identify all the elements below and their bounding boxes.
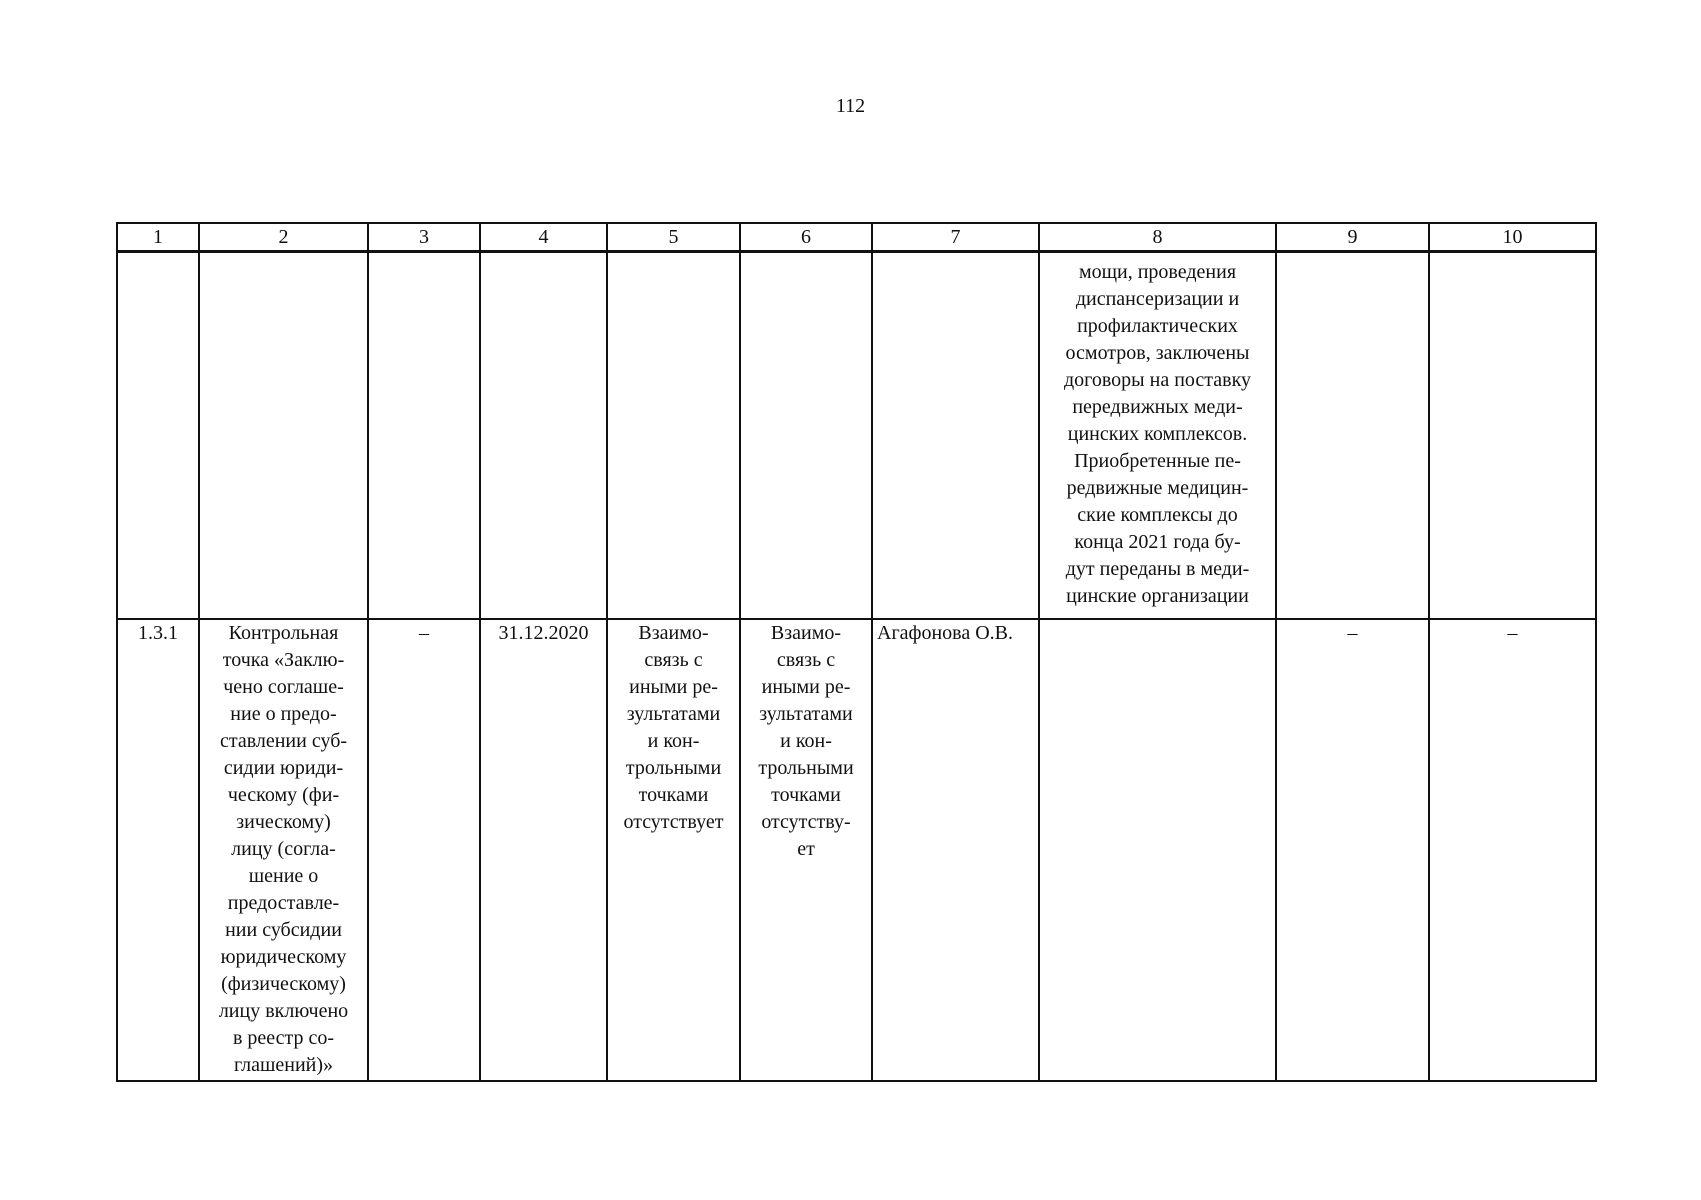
cell-result-continuation <box>1039 252 1276 620</box>
cell-empty <box>740 252 872 620</box>
cell-item-number: 1.3.1 <box>117 619 199 1081</box>
column-header-1: 1 <box>117 223 199 252</box>
cell-empty <box>480 252 607 620</box>
cell-col8 <box>1039 619 1276 1081</box>
table-row <box>117 252 1596 620</box>
column-header-6: 6 <box>740 223 872 252</box>
cell-col10: – <box>1429 619 1596 1081</box>
column-header-2: 2 <box>199 223 368 252</box>
cell-date: 31.12.2020 <box>480 619 607 1081</box>
column-header-10: 10 <box>1429 223 1596 252</box>
column-header-5: 5 <box>607 223 740 252</box>
cell-col6 <box>740 619 872 1081</box>
result-continuation-text: мощи, проведения диспансеризации и профилактических осмотров, заключены договоры на поставку передвижных меди- цинских комплексов. Приобретенные пе- редвижные медицин- ские комплексы до конца 2021 года бу- дут переданы в меди- цинские организации <box>1063 261 1252 607</box>
cell-empty <box>117 252 199 620</box>
column-header-4: 4 <box>480 223 607 252</box>
col5-text: Взаимо- связь с иными ре- зультатами и кон- трольными точками отсутствует <box>623 622 724 833</box>
cell-col3: – <box>368 619 480 1081</box>
page-number: 112 <box>835 95 866 117</box>
cell-col9: – <box>1276 619 1429 1081</box>
cell-empty <box>1429 252 1596 620</box>
cell-item-name <box>199 619 368 1081</box>
cell-empty <box>607 252 740 620</box>
table-row <box>117 619 1596 1081</box>
column-header-9: 9 <box>1276 223 1429 252</box>
column-header-7: 7 <box>872 223 1039 252</box>
plan-table <box>116 222 1597 1082</box>
item-name-text: Контрольная точка «Заклю- чено соглаше- ние о предо- ставлении суб- сидии юриди- ческому (фи- зическому) лицу (согла- шение о предоставле- нии субсидии юридическому (физическому) лицу включено в реестр со- глашений)» <box>218 622 349 1076</box>
cell-empty <box>199 252 368 620</box>
cell-empty <box>1276 252 1429 620</box>
cell-empty <box>872 252 1039 620</box>
col6-text: Взаимо- связь с иными ре- зультатами и кон- трольными точками отсутству- ет <box>758 622 854 860</box>
column-header-8: 8 <box>1039 223 1276 252</box>
cell-responsible: Агафонова О.В. <box>872 619 1039 1081</box>
column-number-row <box>117 223 1596 252</box>
cell-col5 <box>607 619 740 1081</box>
cell-empty <box>368 252 480 620</box>
column-header-3: 3 <box>368 223 480 252</box>
